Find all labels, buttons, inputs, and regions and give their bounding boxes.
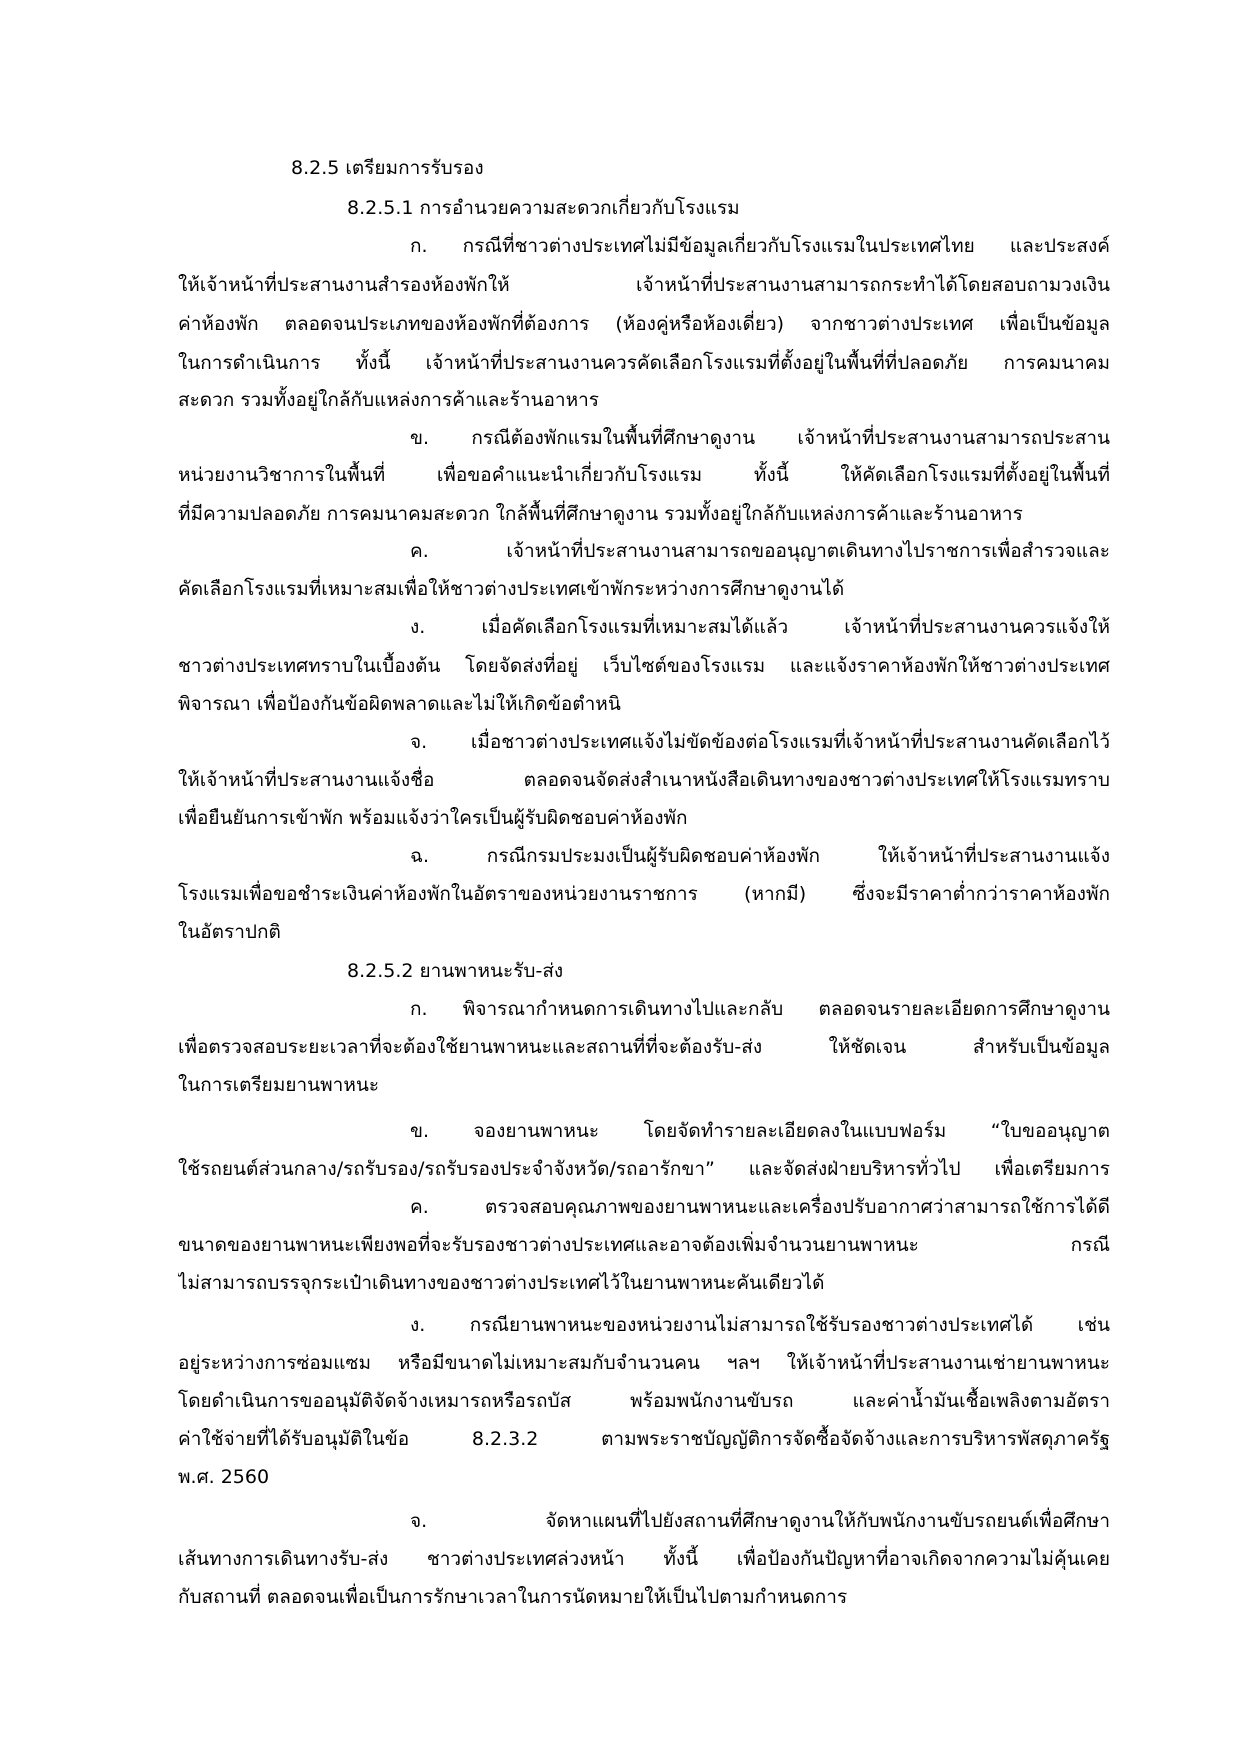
paragraph-line: โรงแรมเพื่อขอชำระเงินค่าห้องพักในอัตราของหน่วยงานราชการ (หากมี) ซึ่งจะมีราคาต่ำกว่าราคาห้องพัก — [178, 883, 1110, 905]
paragraph-line: คัดเลือกโรงแรมที่เหมาะสมเพื่อให้ชาวต่างประเทศเข้าพักระหว่างการศึกษาดูงานได้ — [178, 578, 845, 600]
paragraph-line: ใช้รถยนต์ส่วนกลาง/รถรับรอง/รถรับรองประจำจังหวัด/รถอารักขา” และจัดส่งฝ่ายบริหารทั่วไป เพื่อเตรียมการ — [178, 1158, 1110, 1180]
paragraph-line: ง. กรณียานพาหนะของหน่วยงานไม่สามารถใช้รับรองชาวต่างประเทศได้ เช่น — [410, 1314, 1110, 1336]
paragraph-line: ค. ตรวจสอบคุณภาพของยานพาหนะและเครื่องปรับอากาศว่าสามารถใช้การได้ดี — [410, 1196, 1110, 1218]
section-heading-8-2-5-2: 8.2.5.2 ยานพาหนะรับ-ส่ง — [347, 960, 564, 982]
paragraph-line: ง. เมื่อคัดเลือกโรงแรมที่เหมาะสมได้แล้ว เจ้าหน้าที่ประสานงานควรแจ้งให้ — [410, 616, 1110, 638]
paragraph-line: สะดวก รวมทั้งอยู่ใกล้กับแหล่งการค้าและร้านอาหาร — [178, 389, 599, 411]
paragraph-line: ขนาดของยานพาหนะเพียงพอที่จะรับรองชาวต่างประเทศและอาจต้องเพิ่มจำนวนยานพาหนะ กรณี — [178, 1234, 1110, 1256]
paragraph-line: ชาวต่างประเทศทราบในเบื้องต้น โดยจัดส่งที่อยู่ เว็บไซต์ของโรงแรม และแจ้งราคาห้องพักให้ชาวต่างประเทศ — [178, 655, 1110, 677]
paragraph-line: ก. พิจารณากำหนดการเดินทางไปและกลับ ตลอดจนรายละเอียดการศึกษาดูงาน — [410, 998, 1110, 1020]
paragraph-line: กับสถานที่ ตลอดจนเพื่อเป็นการรักษาเวลาในการนัดหมายให้เป็นไปตามกำหนดการ — [178, 1586, 848, 1608]
paragraph-line: ในการเตรียมยานพาหนะ — [178, 1074, 380, 1096]
section-heading-8-2-5-1: 8.2.5.1 การอำนวยความสะดวกเกี่ยวกับโรงแรม — [347, 197, 740, 219]
paragraph-line: ไม่สามารถบรรจุกระเป๋าเดินทางของชาวต่างประเทศไว้ในยานพาหนะคันเดียวได้ — [178, 1272, 825, 1294]
paragraph-line: พิจารณา เพื่อป้องกันข้อผิดพลาดและไม่ให้เกิดข้อตำหนิ — [178, 693, 621, 715]
paragraph-line: เพื่อยืนยันการเข้าพัก พร้อมแจ้งว่าใครเป็นผู้รับผิดชอบค่าห้องพัก — [178, 807, 688, 829]
paragraph-line: อยู่ระหว่างการซ่อมแซม หรือมีขนาดไม่เหมาะสมกับจำนวนคน ฯลฯ ให้เจ้าหน้าที่ประสานงานเช่ายานพาหนะ — [178, 1352, 1110, 1374]
paragraph-line: โดยดำเนินการขออนุมัติจัดจ้างเหมารถหรือรถบัส พร้อมพนักงานขับรถ และค่าน้ำมันเชื้อเพลิงตามอัตรา — [178, 1390, 1110, 1412]
paragraph-line: ในอัตราปกติ — [178, 921, 281, 943]
paragraph-line: ในการดำเนินการ ทั้งนี้ เจ้าหน้าที่ประสานงานควรคัดเลือกโรงแรมที่ตั้งอยู่ในพื้นที่ที่ปลอดภัย การคมนาคม — [178, 352, 1110, 374]
paragraph-line: ให้เจ้าหน้าที่ประสานงานแจ้งชื่อ ตลอดจนจัดส่งสำเนาหนังสือเดินทางของชาวต่างประเทศให้โรงแรมทราบ — [178, 769, 1110, 791]
paragraph-line: ฉ. กรณีกรมประมงเป็นผู้รับผิดชอบค่าห้องพัก ให้เจ้าหน้าที่ประสานงานแจ้ง — [410, 845, 1110, 867]
paragraph-line: ข. จองยานพาหนะ โดยจัดทำรายละเอียดลงในแบบฟอร์ม “ใบขออนุญาต — [410, 1120, 1110, 1142]
section-heading-8-2-5: 8.2.5 เตรียมการรับรอง — [291, 157, 484, 179]
paragraph-line: ค่าห้องพัก ตลอดจนประเภทของห้องพักที่ต้องการ (ห้องคู่หรือห้องเดี่ยว) จากชาวต่างประเทศ เพื่อเป็นข้อมูล — [178, 313, 1110, 335]
paragraph-line: ค่าใช้จ่ายที่ได้รับอนุมัติในข้อ 8.2.3.2 ตามพระราชบัญญัติการจัดซื้อจัดจ้างและการบริหารพัสดุภาครัฐ — [178, 1428, 1110, 1450]
paragraph-line: ที่มีความปลอดภัย การคมนาคมสะดวก ใกล้พื้นที่ศึกษาดูงาน รวมทั้งอยู่ใกล้กับแหล่งการค้าและร้านอาหาร — [178, 503, 1023, 525]
paragraph-line: หน่วยงานวิชาการในพื้นที่ เพื่อขอคำแนะนำเกี่ยวกับโรงแรม ทั้งนี้ ให้คัดเลือกโรงแรมที่ตั้งอยู่ในพื้นที่ — [178, 464, 1110, 486]
paragraph-line: จ. เมื่อชาวต่างประเทศแจ้งไม่ขัดข้องต่อโรงแรมที่เจ้าหน้าที่ประสานงานคัดเลือกไว้ — [410, 731, 1110, 753]
paragraph-line: ให้เจ้าหน้าที่ประสานงานสำรองห้องพักให้ เจ้าหน้าที่ประสานงานสามารถกระทำได้โดยสอบถามวงเงิน — [178, 274, 1110, 296]
paragraph-line: พ.ศ. 2560 — [178, 1466, 270, 1488]
paragraph-line: ข. กรณีต้องพักแรมในพื้นที่ศึกษาดูงาน เจ้าหน้าที่ประสานงานสามารถประสาน — [410, 427, 1110, 449]
paragraph-line: ค. เจ้าหน้าที่ประสานงานสามารถขออนุญาตเดินทางไปราชการเพื่อสำรวจและ — [410, 540, 1110, 562]
paragraph-line: จ. จัดหาแผนที่ไปยังสถานที่ศึกษาดูงานให้กับพนักงานขับรถยนต์เพื่อศึกษา — [410, 1510, 1110, 1532]
paragraph-line: ก. กรณีที่ชาวต่างประเทศไม่มีข้อมูลเกี่ยวกับโรงแรมในประเทศไทย และประสงค์ — [410, 235, 1110, 257]
paragraph-line: เส้นทางการเดินทางรับ-ส่ง ชาวต่างประเทศล่วงหน้า ทั้งนี้ เพื่อป้องกันปัญหาที่อาจเกิดจากความไม่คุ้นเคย — [178, 1548, 1110, 1570]
paragraph-line: เพื่อตรวจสอบระยะเวลาที่จะต้องใช้ยานพาหนะและสถานที่ที่จะต้องรับ-ส่ง ให้ชัดเจน สำหรับเป็นข้อมูล — [178, 1036, 1110, 1058]
